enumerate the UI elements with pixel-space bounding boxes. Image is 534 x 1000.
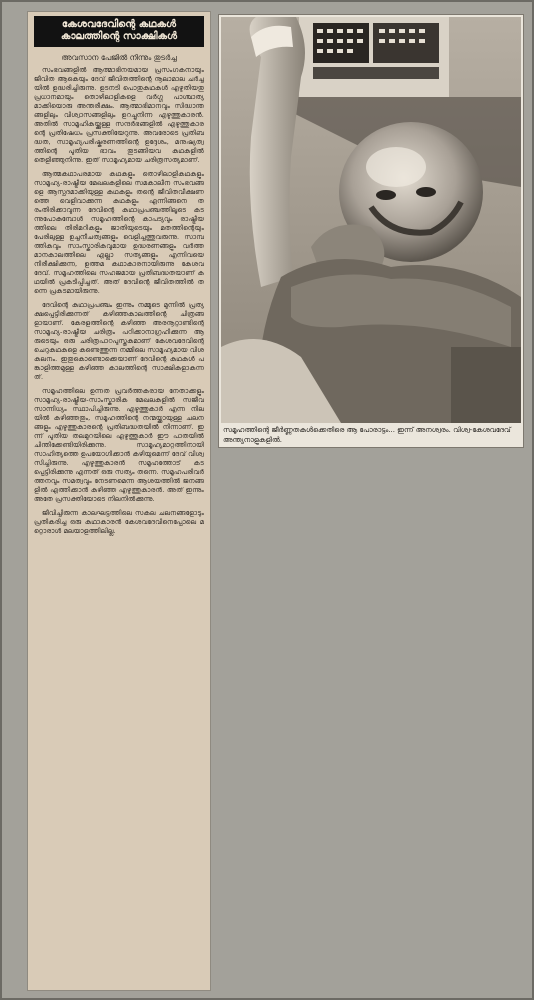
article-paragraph: ജീവിച്ചിരുന്ന കാലഘട്ടത്തിലെ സകല ചലനങ്ങളോടും പ്രതികരിച്ച ഒരു കഥാകാരൻ കേശവദേവിനെപ്പോലെ മറ്റൊരാൾ മലയാളത്തിലില്ല. bbox=[34, 509, 204, 535]
portrait-photo bbox=[221, 17, 521, 423]
article-paragraph: സംഭവങ്ങളിൽ ആത്മാഭിനയമായ പ്രസംഗകനായും ജീവിത ആകെയും ദേവ് ജീവിതത്തിന്റെ നൂലാമാല ചർച്ചയിൽ ഉദ്ധരിച്ചിരുന്നു. ഉടനടി പൊതുകഥകൾ എഴുതിയതു പ്രധാനമായും തൊഴിലാളികളെ വർഗ്ഗ പാശ്ചാത്യമാക്കിയൊരു അന്തരീക്ഷം. ആത്മാഭിമാനവും സിദ്ധാന്തങ്ങളിലും വിശ്വാസങ്ങളിലും ഉറച്ചുനിന്ന എഴുത്തുകാരൻ. അതിൽ സാമൂഹികയ്ക്കുള്ള സന്ദർഭങ്ങളിൽ എഴുത്തുകാരന്റെ പ്രതിഷേധം പ്രസക്തിയേറുന്നു. അവരോടെ പ്രതിബദ്ധത, സാമൂഹ്യപരിഷ്കരണത്തിന്റെ ഉദ്ദേശം, മനുഷ്യത്വത്തിന്റെ പുതിയ ഭാവം തുടങ്ങിയവ കഥകളിൽ തെളിഞ്ഞുനിന്നു. ഇത് സാമൂഹ്യമായ ചരിത്രസത്യമാണ്. bbox=[34, 66, 204, 164]
article-paragraph: സമൂഹത്തിലെ ഉന്നത പ്രവർത്തകരായ നേതാക്കളും സാമൂഹ്യ-രാഷ്ട്രീയ-സാംസ്കാരിക മേഖലകളിൽ സജീവസാന്നിധ്യം സ്ഥാപിച്ചിരുന്നു. എഴുത്തുകാർ എന്ന നിലയിൽ കഴിഞ്ഞതും, സമൂഹത്തിന്റെ നന്മയ്ക്കായുള്ള ചലനങ്ങളും എഴുത്തുകാരന്റെ പ്രതിബദ്ധതയിൽ നിന്നാണ്. ഇന്ന് പുതിയ തലമുറയിലെ എഴുത്തുകാർ ഈ പാതയിൽ ചിന്തിക്കേണ്ടിയിരിക്കുന്നു. സാമൂഹ്യമാറ്റത്തിനായി സാഹിത്യത്തെ ഉപയോഗിക്കാൻ കഴിയുമെന്ന് ദേവ് വിശ്വസിച്ചിരുന്നു. എഴുത്തുകാരൻ സമൂഹത്തോട് കടപ്പെട്ടിരിക്കുന്നു എന്നത് ഒരു സത്യം തന്നെ. സമൂഹപരിവർത്തനവും സമത്വവും നേടണമെന്ന ആശയത്തിൽ ജനങ്ങളിൽ എത്തിക്കാൻ കഴിഞ്ഞ എഴുത്തുകാരൻ. അത് ഇന്നും അതേ പ്രസക്തിയോടെ നിലനിൽക്കുന്നു. bbox=[34, 387, 204, 503]
photo-clipping bbox=[218, 14, 524, 448]
photo-caption: സമൂഹത്തിന്റെ ജീർണ്ണതകൾക്കെതിരെ ആ പോരാട്ടം... ഇന്ന് അനശ്വരം. വിശ്വ-കേശവദേവ് അന്ത്യനാളുകളിൽ. bbox=[223, 426, 511, 444]
article-column bbox=[28, 12, 210, 990]
article-headline: കേശവദേവിന്റെ കഥകൾ കാലത്തിന്റെ സാക്ഷികൾ bbox=[34, 16, 204, 47]
article-subhead: അവസാന പേജിൽ നിന്നും തുടർച്ച bbox=[61, 53, 177, 62]
portrait-illustration bbox=[221, 17, 521, 423]
article-paragraph: ആത്മകഥാപരമായ കഥകളും തൊഴിലാളികഥകളും സാമൂഹ്യ-രാഷ്ട്രീയ മേഖലകളിലെ സമകാലീന സംഭവങ്ങളെ ആസ്പദമാക്കിയുള്ള കഥകളും തന്റെ ജീവിതവീക്ഷണത്തെ വെളിവാക്കുന്ന കഥകളും എന്നിങ്ങനെ തരംതിരിക്കാവുന്ന ദേവിന്റെ കഥാപ്രപഞ്ചത്തിലൂടെ കടന്നുപോകുമ്പോൾ സമൂഹത്തിന്റെ കാപട്യവും രാഷ്ട്രീയത്തിലെ തിരിമറികളും ജാതിയുടെയും മതത്തിന്റെയും പേരിലുള്ള ഉച്ചനീചത്വങ്ങളും വെളിച്ചത്തുവരുന്നു. സാമ്പത്തികവും സാംസ്കാരികവുമായ ഉദ്ധരണങ്ങളും വർത്തമാനകാലത്തിലെ എല്ലാ സത്യങ്ങളും എന്നിവയെ നിരീക്ഷിക്കുന്ന, ഉത്തമ കഥാകാരനായിരുന്നു കേശവദേവ്. സമൂഹത്തിലെ സഹജമായ പ്രതിബദ്ധതയാണ് കഥയിൽ പ്രകടിപ്പിച്ചത്. അത് ദേവിന്റെ ജീവിതത്തിൽ തന്നെ പ്രകടമായിരുന്നു. bbox=[34, 170, 204, 295]
article-body bbox=[34, 66, 204, 536]
article-paragraph: ദേവിന്റെ കഥാപ്രപഞ്ചം ഇന്നും നമ്മുടെ മുന്നിൽ പ്രത്യക്ഷപ്പെട്ടിരിക്കുന്നത് കഴിഞ്ഞകാലത്തിന്റെ ചിത്രങ്ങളായാണ്. കേരളത്തിന്റെ കഴിഞ്ഞ അരനൂറ്റാണ്ടിന്റെ സാമൂഹ്യ-രാഷ്ട്രീയ ചരിത്രം പഠിക്കാനാഗ്രഹിക്കുന്ന ആരുടെയും ഒരു ചരിത്രപാഠപുസ്തകമാണ് കേശവദേവിന്റെ ചെറുകഥകളെ കണ്ടെത്തുന്ന നമ്മിലെ സാമൂഹ്യമായ വിശകലനം. ഇതുകൊണ്ടൊക്കെയാണ് ദേവിന്റെ കഥകൾ പങ്കാളിത്തമുള്ള കഴിഞ്ഞ കാലത്തിന്റെ സാക്ഷികളാകുന്നത്. bbox=[34, 301, 204, 381]
